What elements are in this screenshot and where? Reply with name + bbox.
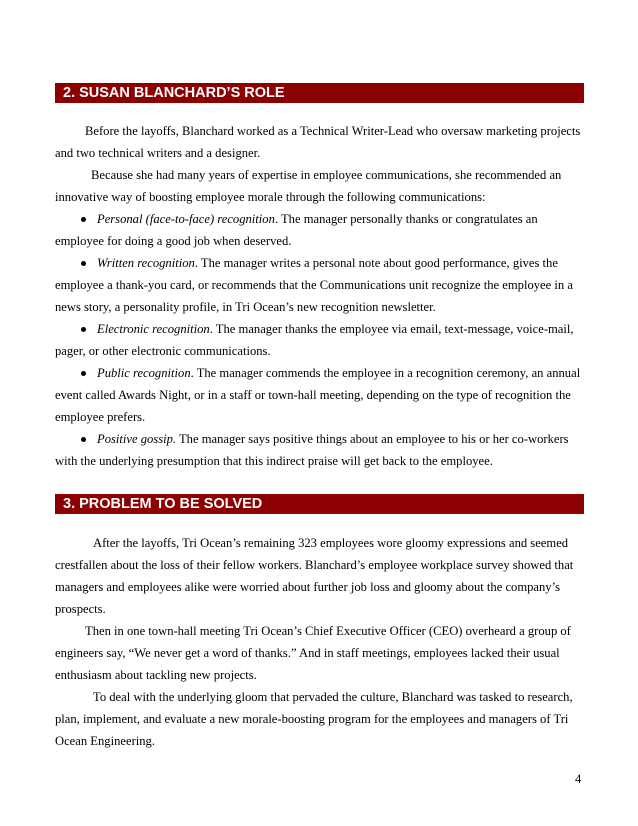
list-item-text: . The manager writes a personal note about good performance, gives the employee a thank-you card, or recommends that the Communications unit recognize the employee in a news story, a personality profile, in Tri Ocean’s new recognition newsletter. [55,256,573,314]
bullet-icon [81,327,86,332]
list-item-term: Written recognition [97,256,195,270]
list-item [55,428,585,472]
paragraph: To deal with the underlying gloom that pervaded the culture, Blanchard was tasked to research, plan, implement, and evaluate a new morale-boosting program for the employees and managers of Tri Ocean Engineering. [55,690,573,748]
list-item [55,318,585,362]
paragraph: Before the layoffs, Blanchard worked as a Technical Writer-Lead who oversaw marketing projects and two technical writers and a designer. [55,124,581,160]
list-item [55,362,585,428]
list-item [55,252,585,318]
section-body-problem [55,532,585,752]
list-item-text: . The manager commends the employee in a recognition ceremony, an annual event called Awards Night, or in a staff or town-hall meeting, depending on the type of recognition the employee prefers. [55,366,581,424]
paragraph: Because she had many years of expertise in employee communications, she recommended an innovative way of boosting employee morale through the following communications: [55,168,562,204]
bullet-icon [81,371,86,376]
list-item-term: Public recognition [97,366,191,380]
list-item-term: Electronic recognition [97,322,210,336]
paragraph: Then in one town-hall meeting Tri Ocean’s Chief Executive Officer (CEO) overheard a group of engineers say, “We never get a word of thanks.” And in staff meetings, employees lacked their usual enthusiasm about tackling new projects. [55,624,571,682]
section-heading-problem: 3. PROBLEM TO BE SOLVED [55,494,584,514]
list-item-text: . The manager personally thanks or congratulates an employee for doing a good job when deserved. [55,212,538,248]
list-item-term: Personal (face-to-face) recognition [97,212,275,226]
bullet-icon [81,437,86,442]
section-body-role [55,120,585,472]
section-heading-role: 2. SUSAN BLANCHARD’S ROLE [55,83,584,103]
bullet-icon [81,261,86,266]
paragraph: After the layoffs, Tri Ocean’s remaining 323 employees wore gloomy expressions and seemed crestfallen about the loss of their fellow workers. Blanchard’s employee workplace survey showed that managers and employees alike were worried about further job loss and gloomy about the company’s prospects. [55,536,574,616]
list-item-text: The manager says positive things about an employee to his or her co-workers with the underlying presumption that this indirect praise will get back to the employee. [55,432,569,468]
page-number: 4 [575,772,582,786]
list-item-term: Positive gossip. [97,432,177,446]
list-item-text: . The manager thanks the employee via email, text-message, voice-mail, pager, or other electronic communications. [55,322,574,358]
bullet-icon [81,217,86,222]
list-item [55,208,585,252]
